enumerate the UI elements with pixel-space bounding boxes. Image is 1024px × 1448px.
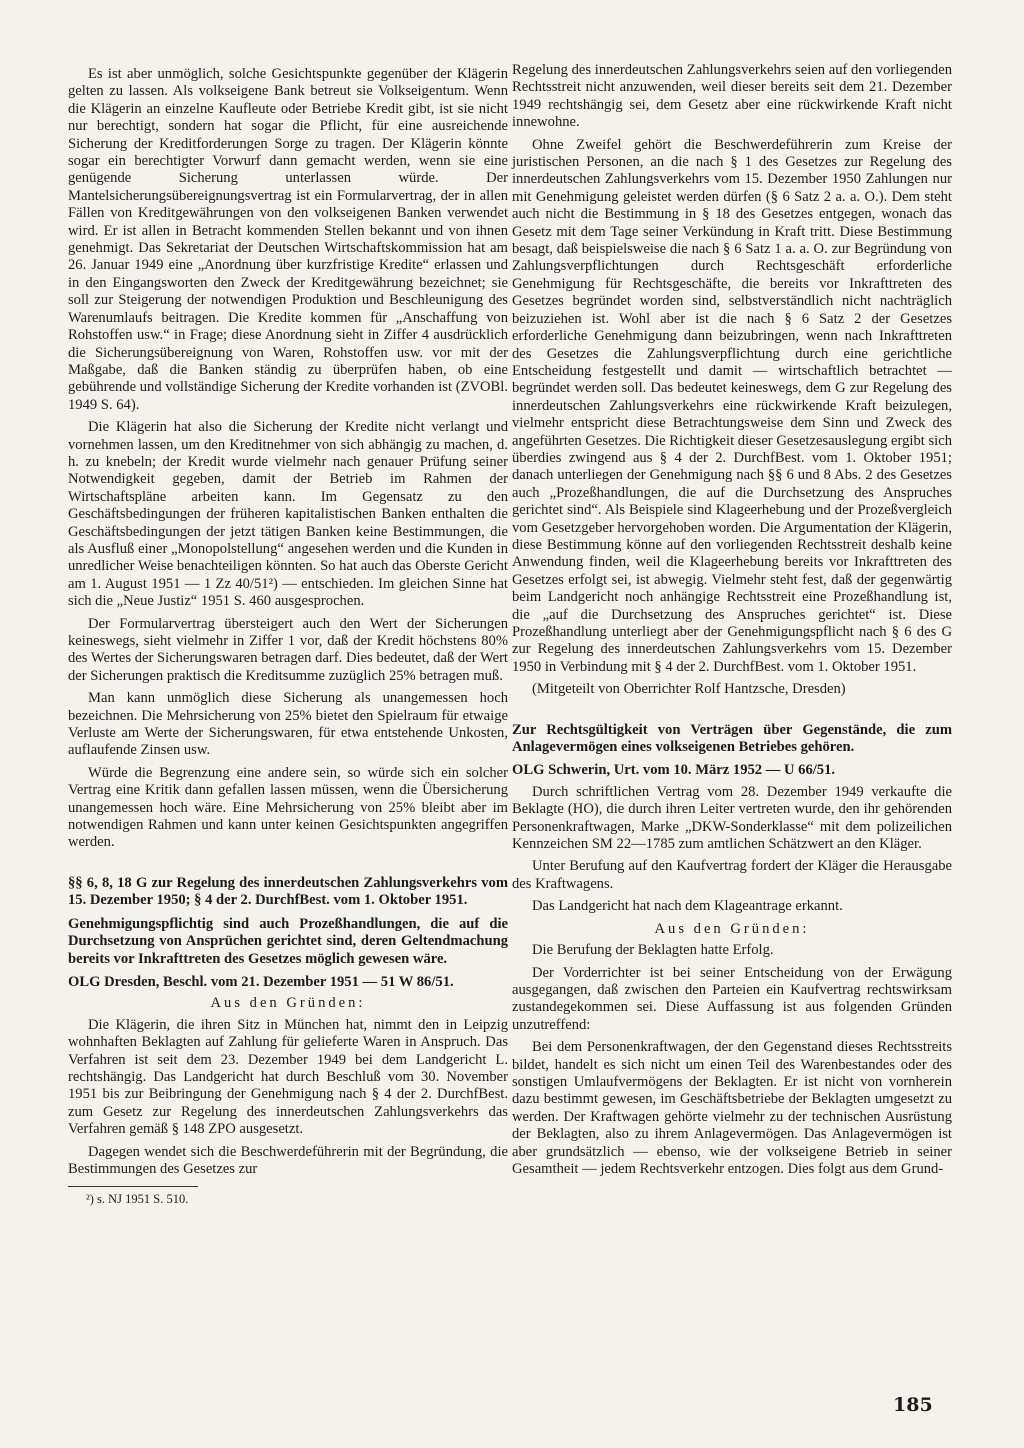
paragraph: Die Berufung der Beklagten hatte Erfolg.	[532, 942, 774, 959]
section-gap	[512, 704, 952, 722]
paragraph: Man kann unmöglich diese Sicherung als unangemessen hoch bezeichnen. Die Mehrsicherung von 25% bietet den Spielraum für etwaige Verluste am Werte der Sicherungswaren, für etwa entstehende Unkosten, auflaufende Zinsen usw.	[68, 690, 508, 759]
grounds-label: Aus den Gründen:	[210, 995, 366, 1012]
paragraph: Durch schriftlichen Vertrag vom 28. Dezember 1949 verkaufte die Beklagte (HO), die durch ihren Leiter vertreten wurde, den ihr gehörenden Personenkraftwagen, Marke „DKW-Sonderklasse“ mit dem polizeilichen Kennzeichen SM 22—1785 zum amtlichen Schätzwert an den Kläger.	[512, 783, 952, 853]
paragraph: Die Klägerin, die ihren Sitz in München hat, nimmt den in Leipzig wohnhaften Beklagten auf Zahlung für gelieferte Waren in Anspruch. Das Verfahren ist seit dem 23. Dezember 1949 bei dem Landgericht L. rechtshängig. Das Landgericht hat durch Beschluß vom 30. November 1951 bis zur Beibringung der Genehmigung nach § 4 der 2. DurchfBest. zum Gesetz zur Regelung des innerdeutschen Zahlungsverkehrs das Verfahren gemäß § 148 ZPO ausgesetzt.	[68, 1016, 508, 1138]
case-heading: Zur Rechtsgültigkeit von Verträgen über Gegenstände, die zum Anlagevermögen eines volkseigenen Betriebes gehören.	[512, 721, 952, 756]
case-heading: §§ 6, 8, 18 G zur Regelung des innerdeutschen Zahlungsverkehrs vom 15. Dezember 1950; § 4 der 2. DurchfBest. vom 1. Oktober 1951.	[68, 874, 508, 909]
left-column	[68, 66, 508, 1207]
paragraph: Die Klägerin hat also die Sicherung der Kredite nicht verlangt und vornehmen lassen, um den Kreditnehmer von sich abhängig zu machen, d. h. zu knebeln; der Kredit wurde vielmehr nach genauer Prüfung seiner Notwendigkeit gegeben, damit der Betrieb im Rahmen der Wirtschaftspläne arbeiten kann. Im Gegensatz zu den Geschäftsbedingungen der früheren kapitalistischen Banken enthalten die Geschäftsbedingungen der jetzt tätigen Banken keine Bestimmungen, die als Ausfluß einer „Monopolstellung“ angesehen werden und die Kunden in unredlicher Weise benachteiligen könnten. So hat auch das Oberste Gericht am 1. August 1951 — 1 Zz 40/51²) — entschieden. Im gleichen Sinne hat sich die „Neue Justiz“ 1951 S. 460 ausgesprochen.	[68, 419, 508, 610]
paragraph: Das Landgericht hat nach dem Klageantrage erkannt.	[532, 898, 843, 915]
court-citation: OLG Dresden, Beschl. vom 21. Dezember 1951 — 51 W 86/51.	[68, 973, 454, 990]
attribution: (Mitgeteilt von Oberrichter Rolf Hantzsche, Dresden)	[532, 681, 846, 698]
paragraph: Würde die Begrenzung eine andere sein, so würde sich ein solcher Vertrag eine Kritik dann gefallen lassen müssen, wenn die Übersicherung unangemessen hoch wäre. Eine Mehrsicherung von 25% bleibt aber im notwendigen Rahmen und kann unter keinen Gesichtspunkten angegriffen werden.	[68, 764, 508, 851]
paragraph: Der Formularvertrag übersteigert auch den Wert der Sicherungen keineswegs, sieht vielmehr in Ziffer 1 vor, daß der Kredit höchstens 80% des Wertes der Sicherungswaren betragen darf. Dies bedeutet, daß der Wert der Sicherungen praktisch die Kreditsumme zuzüglich 25% betragen muß.	[68, 615, 508, 684]
page-number: 185	[893, 1394, 933, 1416]
paragraph: Unter Berufung auf den Kaufvertrag fordert der Kläger die Herausgabe des Kraftwagens.	[512, 858, 952, 892]
section-gap	[68, 857, 508, 875]
grounds-label: Aus den Gründen:	[654, 920, 810, 937]
paragraph: Ohne Zweifel gehört die Beschwerdeführerin zum Kreise der juristischen Personen, an die nach § 1 des Gesetzes zur Regelung des innerdeutschen Zahlungsverkehrs vom 15. Dezember 1950 Zahlungen nur mit Genehmigung geleistet werden dürfen (§ 6 Satz 2 a. a. O.). Dem steht auch nicht die Bestimmung in § 18 des Gesetzes entgegen, wonach das Gesetz mit dem Tage seiner Verkündung in Kraft tritt. Diese Bestimmung besagt, daß beispielsweise die nach § 6 Satz 1 a. a. O. zur Begründung von Zahlungsverpflichtungen durch Rechtsgeschäft erforderliche Genehmigung für Rechtsgeschäfte, die bereits vor Inkrafttreten des Gesetzes begründet worden sind, selbstverständlich nicht nachträglich beizuziehen ist. Wohl aber ist die nach § 6 Satz 2 der Gesetzes erforderliche Genehmigung dann beizubringen, wenn nach Inkrafttreten des Gesetzes die Zahlungsverpflichtung durch eine gerichtliche Entscheidung festgestellt und damit — wirtschaftlich betrachtet — begründet werden soll. Das bedeutet keineswegs, dem G zur Regelung des innerdeutschen Zahlungsverkehrs eine rückwirkende Kraft beizulegen, vielmehr entspricht diese Betrachtungsweise dem Sinn und Zweck des angeführten Gesetzes. Die Richtigkeit dieser Gesetzesauslegung ergibt sich überdies zwingend aus § 4 der 2. DurchfBest. vom 1. Oktober 1951; danach unterliegen der Genehmigung nach §§ 6 und 8 Abs. 2 des Gesetzes auch „Prozeßhandlungen, die auf die Durchsetzung des Anspruches gerichtet sind“. Als Beispiele sind Klageerhebung und der Prozeßvergleich vom Gesetzgeber hervorgehoben worden. Die Argumentation der Klägerin, diese Bestimmung könne auf den vorliegenden Rechtsstreit deshalb keine Anwendung finden, weil die Klageerhebung bereits vor Inkrafttreten des Gesetzes erfolgt sei, ist abwegig. Vielmehr steht fest, daß der gegenwärtig beim Landgericht noch anhängige Rechtsstreit eine Prozeßhandlung ist, die „auf die Durchsetzung des Anspruches gerichtet“ ist. Diese Prozeßhandlung unterliegt aber der Genehmigungspflicht nach § 6 des G zur Regelung des innerdeutschen Zahlungsverkehrs vom 15. Dezember 1950 in Verbindung mit § 4 der 2. DurchfBest. vom 1. Oktober 1951.	[512, 136, 952, 675]
paragraph: Bei dem Personenkraftwagen, der den Gegenstand dieses Rechtsstreits bildet, handelt es sich nicht um einen Teil des Warenbestandes oder des sonstigen Umlaufvermögens der Beklagten. Er ist nicht von vornherein dazu bestimmt gewesen, im Geschäftsbetriebe der Beklagten umgesetzt zu werden. Der Kraftwagen gehörte vielmehr zu der technischen Ausrüstung der Beklagten, also zu ihrem Anlagevermögen. Das Anlagevermögen ist aber grundsätzlich — ebenso, wie der volkseigene Betrieb in seiner Gesamtheit — jedem Rechtsverkehr entzogen. Dies folgt aus dem Grund-	[512, 1039, 952, 1177]
paragraph: Der Vorderrichter ist bei seiner Entscheidung von der Erwägung ausgegangen, daß zwischen den Parteien ein Kaufvertrag rechtswirksam zustandegekommen sei. Diese Auffassung ist aus folgenden Gründen unzutreffend:	[512, 964, 952, 1033]
right-column	[512, 62, 952, 1183]
case-headnote: Genehmigungspflichtig sind auch Prozeßhandlungen, die auf die Durchsetzung von Ansprüchen gerichtet sind, deren Geltendmachung bereits vor Inkrafttreten des Gesetzes möglich gewesen wäre.	[68, 915, 508, 967]
paragraph: Regelung des innerdeutschen Zahlungsverkehrs seien auf den vorliegenden Rechtsstreit nicht anzuwenden, weil dieser bereits seit dem 21. Dezember 1949 rechtshängig sei, dem Gesetz aber eine rückwirkende Kraft nicht innewohne.	[512, 62, 952, 131]
court-citation: OLG Schwerin, Urt. vom 10. März 1952 — U 66/51.	[512, 762, 836, 779]
footnote: ²) s. NJ 1951 S. 510.	[86, 1192, 189, 1207]
footnote-divider	[68, 1186, 198, 1187]
paragraph: Es ist aber unmöglich, solche Gesichtspunkte gegenüber der Klägerin gelten zu lassen. Als volkseigene Bank betreut sie Volkseigentum. Wenn die Klägerin an einzelne Kaufleute oder Betriebe Kredit gibt, ist sie nicht nur berechtigt, sondern hat sogar die Pflicht, für eine ausreichende Sicherung der Kreditforderungen Sorge zu tragen. Der Klägerin könnte sogar ein berechtigter Vorwurf dann gemacht werden, wenn sie eine genügende Sicherung unterlassen würde. Der Mantelsicherungsübereignungsvertrag ist ein Formularvertrag, der in allen Fällen von Kreditgewährungen von den volkseigenen Banken verwendet wird. Er ist allen in Betracht kommenden Stellen bekannt und von ihnen genehmigt. Das Sekretariat der Deutschen Wirtschaftskommission hat am 26. Januar 1949 eine „Anordnung über kurzfristige Kredite“ erlassen und in den Eingangsworten den Zweck der Kreditgewährung bezeichnet; sie soll zur Steigerung der notwendigen Produktion und Beschleunigung des Warenumlaufs beitragen. Die Kredite kommen für „Anschaffung von Rohstoffen usw.“ in Frage; diese Anordnung sieht in Ziffer 4 ausdrücklich die Sicherungsübereignung von Waren, Rohstoffen usw. vor mit der Maßgabe, daß die Banken ständig zu überprüfen haben, ob eine gebührende und vollständige Sicherung der Kredite vorhanden ist (ZVOBl. 1949 S. 64).	[68, 66, 508, 413]
paragraph: Dagegen wendet sich die Beschwerdeführerin mit der Begründung, die Bestimmungen des Gesetzes zur	[68, 1143, 508, 1177]
